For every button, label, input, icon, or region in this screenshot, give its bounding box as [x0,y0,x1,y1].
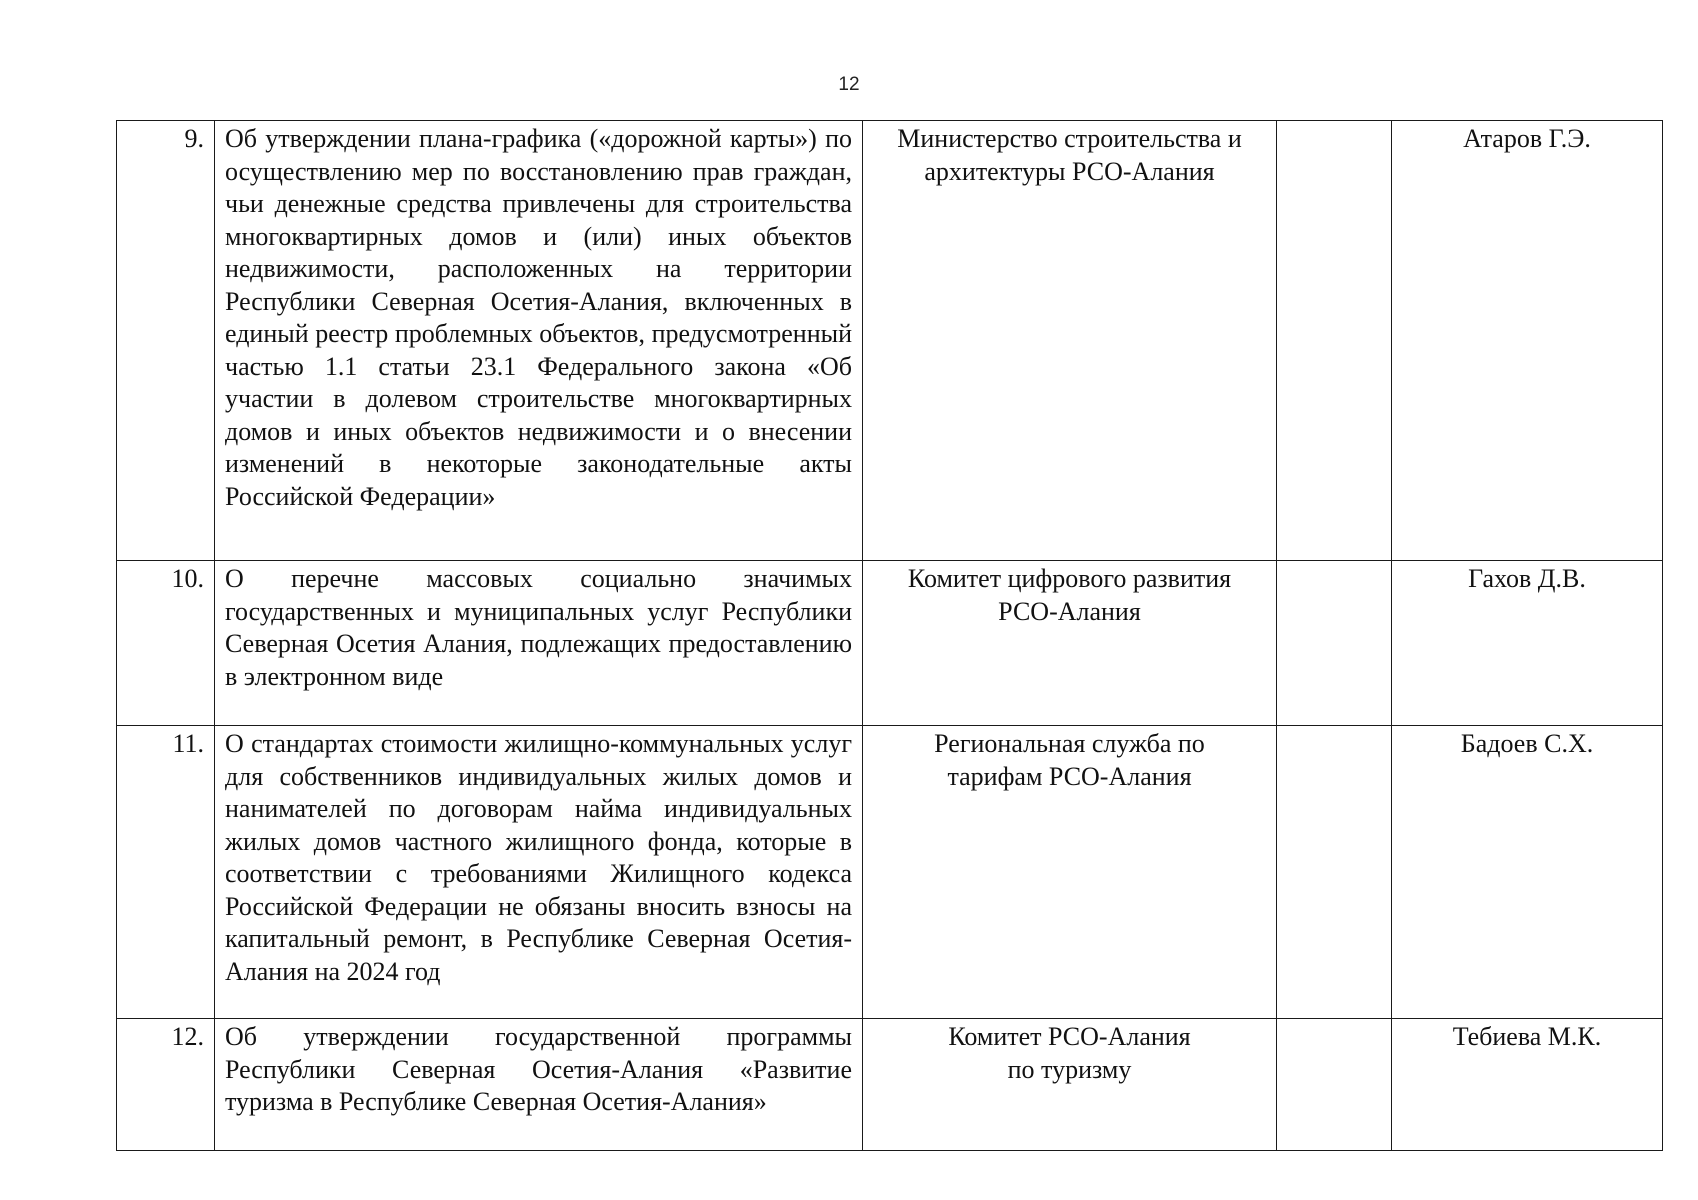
department-line: Комитет цифрового развития [907,564,1232,593]
table-row [117,726,1663,1019]
row-extra [1277,561,1392,726]
department-line: Региональная служба по [934,729,1205,758]
department-line: тарифам РСО-Алания [947,761,1192,791]
row-title: О стандартах стоимости жилищно-коммунальных услуг для собственников индивидуальных жилых домов и нанимателей по договорам найма индивидуальных жилых домов частного жилищного фонда, которые в соответствии с требованиями Жилищного кодекса Российской Федерации не обязаны вносить взносы на капитальный ремонт, в Республике Северная Осетия-Алания на 2024 год [215,726,863,1019]
row-extra [1277,1019,1392,1151]
row-number: 10. [117,561,215,726]
department-line: Министерство строительства и [897,124,1242,153]
department-line: по туризму [1007,1054,1132,1084]
row-department [863,1019,1277,1151]
row-number: 9. [117,121,215,561]
row-department [863,726,1277,1019]
row-title: О перечне массовых социально значимых государственных и муниципальных услуг Республики Северная Осетия Алания, подлежащих предоставлению в электронном виде [215,561,863,726]
row-extra [1277,726,1392,1019]
row-number: 11. [117,726,215,1019]
department-line: архитектуры РСО-Алания [924,156,1215,186]
department-line: Комитет РСО-Алания [948,1022,1191,1051]
row-extra [1277,121,1392,561]
row-title: Об утверждении плана-графика («дорожной карты») по осуществлению мер по восстановлению прав граждан, чьи денежные средства привлечены для строительства многоквартирных домов и (или) иных объектов недвижимости, расположенных на территории Республики Северная Осетия-Алания, включенных в единый реестр проблемных объектов, предусмотренный частью 1.1 статьи 23.1 Федерального закона «Об участии в долевом строительстве многоквартирных домов и иных объектов недвижимости и о внесении изменений в некоторые законодательные акты Российской Федерации» [215,121,863,561]
row-responsible: Тебиева М.К. [1392,1019,1663,1151]
department-line: РСО-Алания [998,596,1141,626]
table-row [117,121,1663,561]
row-department [863,561,1277,726]
table-row [117,561,1663,726]
row-department [863,121,1277,561]
row-title: Об утверждении государственной программы Республики Северная Осетия-Алания «Развитие туризма в Республике Северная Осетия-Алания» [215,1019,863,1151]
agenda-table [116,120,1663,1151]
row-responsible: Гахов Д.В. [1392,561,1663,726]
page-number: 12 [838,74,860,95]
table-row [117,1019,1663,1151]
row-number: 12. [117,1019,215,1151]
row-responsible: Бадоев С.Х. [1392,726,1663,1019]
row-responsible: Атаров Г.Э. [1392,121,1663,561]
